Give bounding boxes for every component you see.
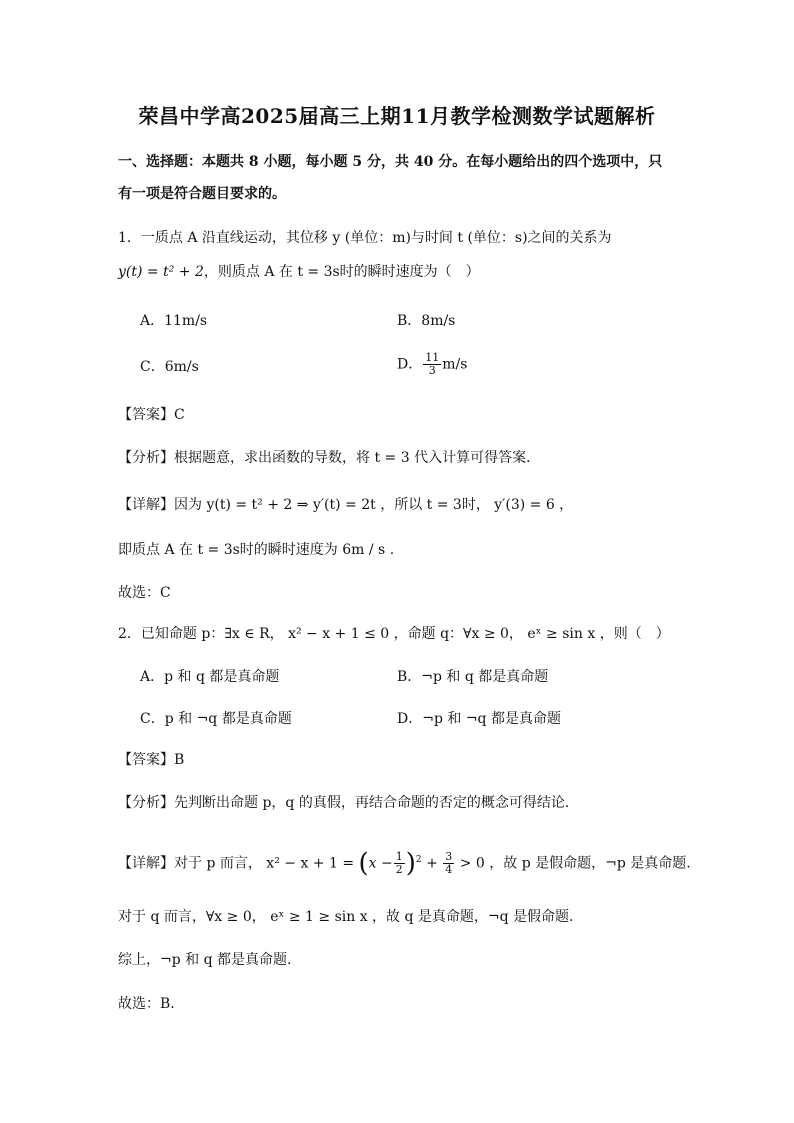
q2-detail-pre: 【详解】对于 p 而言， x² − x + 1 = — [118, 855, 359, 872]
q2-option-d: D．¬p 和 ¬q 都是真命题 — [397, 711, 561, 727]
section-heading-line2: 有一项是符合题目要求的。 — [118, 186, 286, 202]
q1-option-c: C．6m/s — [140, 359, 199, 375]
q1-conclusion: 即质点 A 在 t = 3s时的瞬时速度为 6m / s . — [118, 542, 395, 558]
q2-detail — [118, 848, 691, 879]
q2-option-c: C．p 和 ¬q 都是真命题 — [140, 711, 292, 727]
q2-detail-plus: + — [421, 855, 443, 872]
q1-stem-text: ，则质点 A 在 t = 3s时的瞬时速度为（ ） — [203, 264, 480, 280]
q2-detail-post: > 0 ，故 p 是假命题，¬p 是真命题. — [455, 855, 691, 872]
q1-option-d-fraction — [423, 352, 441, 377]
q1-option-d-unit: m/s — [442, 356, 468, 373]
q2-detail-half — [394, 851, 405, 876]
q2-detail-paren-left: ( — [358, 848, 369, 879]
q2-detail-paren-right: ) — [405, 848, 416, 879]
q1-option-d — [397, 352, 467, 377]
q1-option-d-numerator: 11 — [425, 351, 440, 364]
q1-option-d-denominator: 3 — [428, 364, 436, 377]
q1-option-a: A．11m/s — [140, 313, 208, 329]
q1-option-b: B．8m/s — [397, 313, 456, 329]
q1-detail: 【详解】因为 y(t) = t² + 2 ⇒ y′(t) = 2t ，所以 t = 3时， y′(3) = 6 ， — [118, 497, 574, 513]
q2-option-b: B．¬p 和 q 都是真命题 — [397, 669, 549, 685]
q1-choice: 故选：C — [118, 585, 171, 601]
q2-detail-half-num: 1 — [395, 850, 403, 864]
q2-detail-2: 对于 q 而言，∀x ≥ 0， eˣ ≥ 1 ≥ sin x ，故 q 是真命题，¬q 是假命题. — [118, 909, 574, 925]
q2-answer: 【答案】B — [118, 752, 185, 768]
q2-detail-x: x − — [368, 855, 393, 872]
q1-stem-line1: 1．一质点 A 沿直线运动，其位移 y (单位：m)与时间 t (单位：s)之间的关系为 — [118, 230, 612, 246]
q2-option-a: A．p 和 q 都是真命题 — [140, 669, 280, 685]
q2-detail-half-den: 2 — [395, 863, 403, 877]
q2-detail-fraction-num: 3 — [445, 850, 453, 864]
q1-analysis: 【分析】根据题意，求出函数的导数，将 t = 3 代入计算可得答案． — [118, 450, 541, 466]
q2-summary: 综上，¬p 和 q 都是真命题. — [118, 952, 292, 968]
q2-choice: 故选：B. — [118, 996, 175, 1012]
q2-detail-square: 2 — [415, 855, 422, 865]
q2-detail-fraction — [443, 851, 454, 876]
q2-stem: 2．已知命题 p：∃x ∈ R， x² − x + 1 ≤ 0 ，命题 q：∀x ≥ 0， eˣ ≥ sin x ，则（ ） — [118, 626, 670, 642]
q1-stem-formula: y(t) = t² + 2 — [118, 264, 204, 280]
section-heading-line1: 一、选择题：本题共 8 小题，每小题 5 分，共 40 分。在每小题给出的四个选项中，只 — [118, 154, 663, 170]
q1-option-d-label: D． — [397, 356, 423, 373]
page-title: 荣昌中学高2025届高三上期11月教学检测数学试题解析 — [138, 104, 656, 128]
q1-stem-line2 — [118, 262, 480, 282]
q2-detail-fraction-den: 4 — [445, 863, 453, 877]
q2-analysis: 【分析】先判断出命题 p，q 的真假，再结合命题的否定的概念可得结论． — [118, 795, 579, 811]
q1-answer: 【答案】C — [118, 407, 185, 423]
